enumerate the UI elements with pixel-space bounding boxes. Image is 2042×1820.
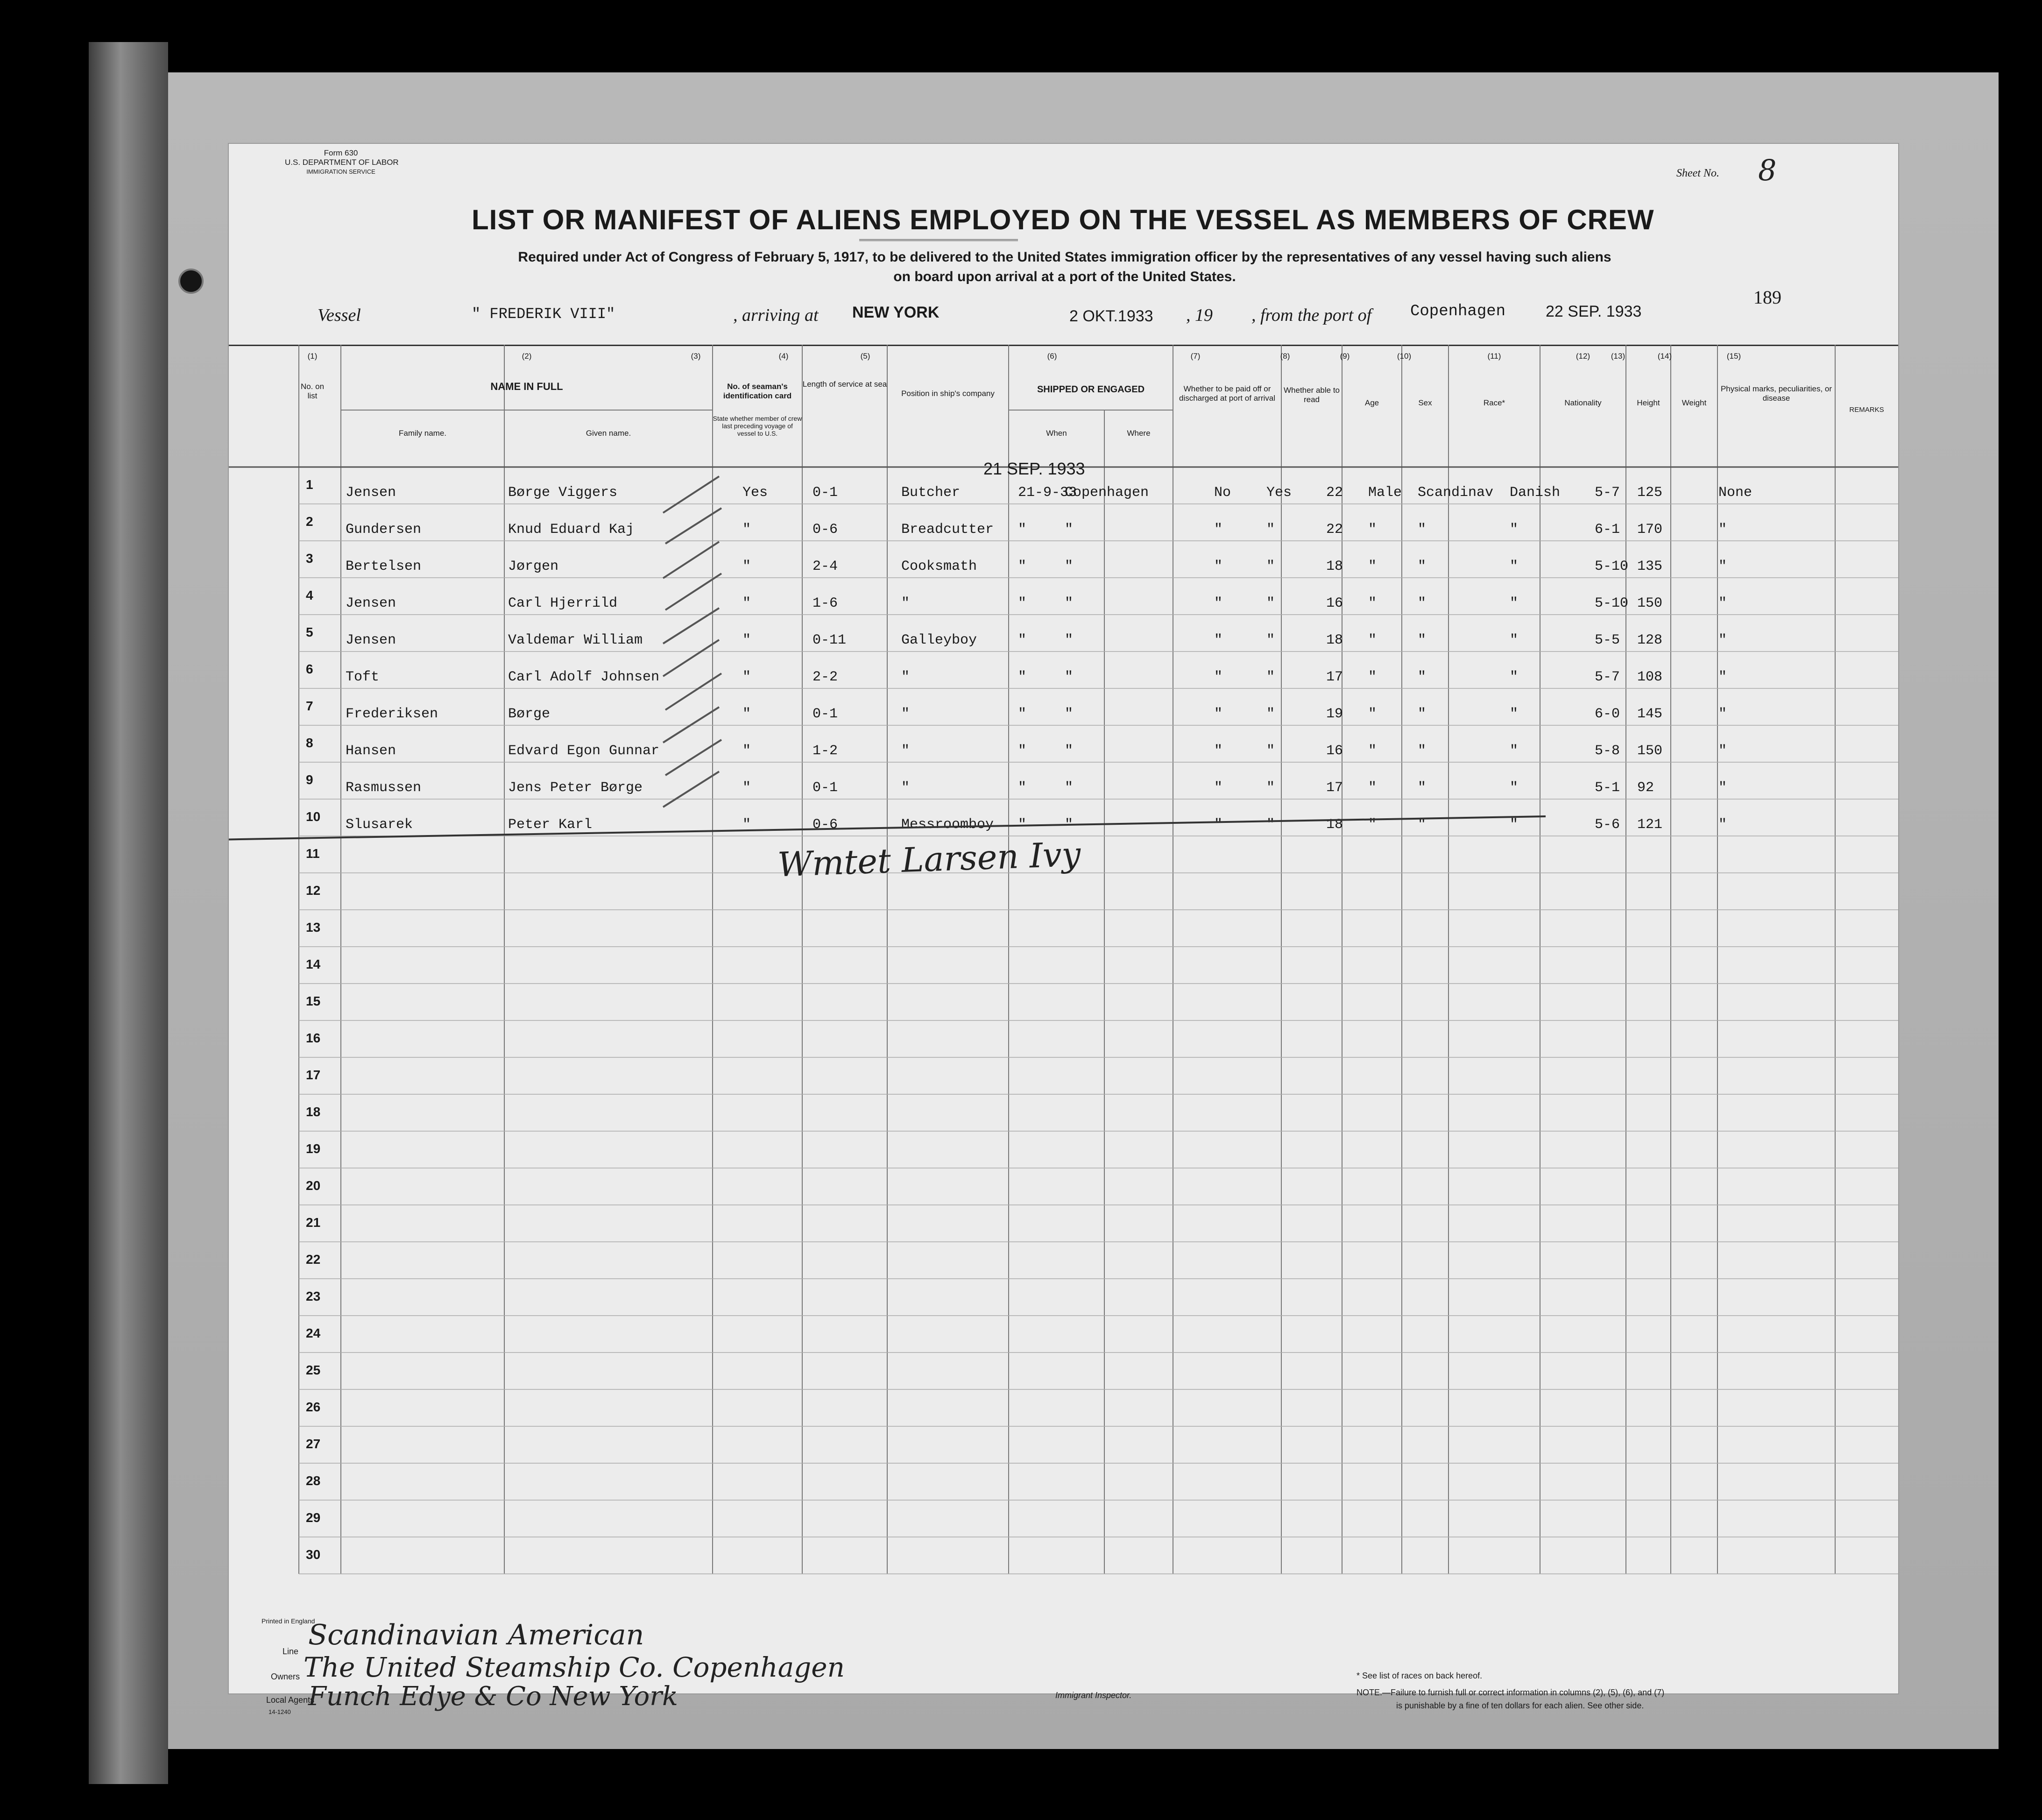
col-num-5: (5) xyxy=(860,352,870,361)
cell-position: " xyxy=(901,595,910,611)
cell-position: Butcher xyxy=(901,485,961,501)
cell-age: 18 xyxy=(1326,817,1343,833)
cell-height: 5-8 xyxy=(1595,743,1620,759)
cell-given: Peter Karl xyxy=(508,817,593,833)
cell-sex: " xyxy=(1368,559,1377,574)
row-number: 10 xyxy=(306,809,321,824)
sheet-number: 8 xyxy=(1758,153,1777,187)
cell-race: Scandinav xyxy=(1418,485,1494,501)
cell-when: " xyxy=(1018,780,1027,796)
cell-read: " xyxy=(1266,817,1275,833)
cell-marks: " xyxy=(1718,669,1727,685)
subtitle-line-1: Required under Act of Congress of February 5, 1917, to be delivered to the United States immigration officer by the representatives of any vessel having such aliens xyxy=(518,249,1611,265)
agents-label: Local Agents xyxy=(266,1695,315,1705)
form-dept: U.S. DEPARTMENT OF LABOR xyxy=(285,158,399,167)
arriving-port: NEW YORK xyxy=(852,304,940,321)
col-shipped: SHIPPED OR ENGAGED xyxy=(1037,384,1145,395)
col-num-2: (2) xyxy=(522,352,532,361)
row-number: 2 xyxy=(306,514,313,529)
cell-family: Bertelsen xyxy=(346,559,422,574)
cell-where: " xyxy=(1065,743,1074,759)
cell-card: " xyxy=(742,559,751,574)
cell-service: 2-4 xyxy=(813,559,838,574)
sheet-label: Sheet No. xyxy=(1676,167,1719,179)
departure-date: 22 SEP. 1933 xyxy=(1546,303,1642,320)
row-number: 28 xyxy=(306,1473,321,1488)
col-num-15: (15) xyxy=(1726,352,1741,361)
row-number: 16 xyxy=(306,1031,321,1045)
manifest-page xyxy=(228,143,1899,1715)
cell-height: 5-10 xyxy=(1595,595,1629,611)
cell-race: " xyxy=(1418,595,1427,611)
row-number: 5 xyxy=(306,625,313,639)
row-number: 15 xyxy=(306,994,321,1008)
cell-nationality: " xyxy=(1510,817,1519,833)
cell-nationality: " xyxy=(1510,595,1519,611)
cell-position: Messroomboy xyxy=(901,817,994,833)
col-race: Race* xyxy=(1483,398,1505,407)
cell-position: " xyxy=(901,743,910,759)
cell-paid-off: " xyxy=(1214,595,1223,611)
cell-when: " xyxy=(1018,632,1027,648)
cell-height: 5-5 xyxy=(1595,632,1620,648)
col-num-3: (3) xyxy=(691,352,701,361)
row-number: 17 xyxy=(306,1068,321,1082)
row-number: 29 xyxy=(306,1510,321,1525)
row-number: 30 xyxy=(306,1547,321,1562)
cell-family: Toft xyxy=(346,669,380,685)
cell-where: " xyxy=(1065,632,1074,648)
col-height: Height xyxy=(1637,398,1660,407)
cell-height: 6-1 xyxy=(1595,522,1620,538)
form-code: 14-1240 xyxy=(268,1708,291,1715)
manifest-title: LIST OR MANIFEST OF ALIENS EMPLOYED ON THE VESSEL AS MEMBERS OF CREW xyxy=(472,204,1654,235)
cell-age: 18 xyxy=(1326,632,1343,648)
cell-paid-off: " xyxy=(1214,559,1223,574)
col-name-in-full: NAME IN FULL xyxy=(490,381,563,392)
cell-race: " xyxy=(1418,706,1427,722)
col-num-9: (9) xyxy=(1340,352,1350,361)
cell-sex: " xyxy=(1368,595,1377,611)
cell-read: " xyxy=(1266,559,1275,574)
row-number: 1 xyxy=(306,477,313,492)
cell-paid-off: " xyxy=(1214,780,1223,796)
cell-position: Cooksmath xyxy=(901,559,977,574)
cell-marks: " xyxy=(1718,559,1727,574)
form-number: Form 630 xyxy=(324,149,358,157)
cell-nationality: " xyxy=(1510,706,1519,722)
row-number: 14 xyxy=(306,957,321,971)
col-num-7: (7) xyxy=(1190,352,1201,361)
cell-given: Børge xyxy=(508,706,551,722)
cell-nationality: " xyxy=(1510,522,1519,538)
engaged-stamp: 21 SEP. 1933 xyxy=(983,459,1085,478)
cell-read: " xyxy=(1266,632,1275,648)
row-number: 7 xyxy=(306,699,313,713)
cell-age: 19 xyxy=(1326,706,1343,722)
cell-card: " xyxy=(742,706,751,722)
owners-label: Owners xyxy=(271,1672,300,1681)
row-number: 3 xyxy=(306,551,313,566)
cell-family: Hansen xyxy=(346,743,396,759)
inspector-label: Immigrant Inspector. xyxy=(1055,1691,1132,1700)
cell-service: 1-2 xyxy=(813,743,838,759)
cell-where: " xyxy=(1065,595,1074,611)
cell-where: " xyxy=(1065,559,1074,574)
cell-age: 16 xyxy=(1326,743,1343,759)
cell-race: " xyxy=(1418,559,1427,574)
cell-given: Valdemar William xyxy=(508,632,643,648)
cell-marks: " xyxy=(1718,780,1727,796)
row-number: 4 xyxy=(306,588,313,602)
printed-note: Printed in England xyxy=(261,1617,315,1625)
cell-card: " xyxy=(742,632,751,648)
cell-given: Jens Peter Børge xyxy=(508,780,643,796)
cell-weight: 145 xyxy=(1637,706,1663,722)
line-label: Line xyxy=(283,1647,299,1656)
cell-height: 5-6 xyxy=(1595,817,1620,833)
cell-height: 6-0 xyxy=(1595,706,1620,722)
cell-service: 1-6 xyxy=(813,595,838,611)
cell-position: " xyxy=(901,669,910,685)
cell-paid-off: No xyxy=(1214,485,1231,501)
cell-card: " xyxy=(742,522,751,538)
cell-age: 18 xyxy=(1326,559,1343,574)
cell-height: 5-7 xyxy=(1595,485,1620,501)
cell-weight: 150 xyxy=(1637,743,1663,759)
vessel-name: " FREDERIK VIII" xyxy=(472,305,615,323)
col-length-service: Length of service at sea xyxy=(802,380,887,389)
cell-when: " xyxy=(1018,522,1027,538)
cell-given: Jørgen xyxy=(508,559,559,574)
cell-sex: " xyxy=(1368,632,1377,648)
cell-family: Rasmussen xyxy=(346,780,422,796)
cell-card: " xyxy=(742,743,751,759)
row-number: 25 xyxy=(306,1363,321,1377)
cell-paid-off: " xyxy=(1214,669,1223,685)
agents-signature: Funch Edye & Co New York xyxy=(308,1681,678,1712)
col-num-8: (8) xyxy=(1280,352,1290,361)
cell-service: 0-1 xyxy=(813,485,838,501)
cell-race: " xyxy=(1418,743,1427,759)
col-seaman-note: State whether member of crew last preceding voyage of vessel to U.S. xyxy=(713,415,802,437)
cell-where: " xyxy=(1065,706,1074,722)
cell-nationality: " xyxy=(1510,780,1519,796)
cell-when: " xyxy=(1018,669,1027,685)
cell-sex: " xyxy=(1368,743,1377,759)
arriving-label: , arriving at xyxy=(733,305,819,325)
col-num-10: (10) xyxy=(1397,352,1412,361)
cell-service: 0-6 xyxy=(813,817,838,833)
cell-nationality: " xyxy=(1510,669,1519,685)
subtitle-line-2: on board upon arrival at a port of the United States. xyxy=(893,269,1236,284)
cell-paid-off: " xyxy=(1214,817,1223,833)
col-nationality: Nationality xyxy=(1564,398,1602,407)
vessel-label: Vessel xyxy=(318,305,361,325)
cell-service: 2-2 xyxy=(813,669,838,685)
col-seaman-card: No. of seaman's identification card xyxy=(723,382,792,400)
row-number: 12 xyxy=(306,883,321,898)
line-signature: Scandinavian American xyxy=(308,1619,644,1651)
cell-weight: 150 xyxy=(1637,595,1663,611)
cell-family: Jensen xyxy=(346,632,396,648)
cell-sex: " xyxy=(1368,780,1377,796)
row-number: 27 xyxy=(306,1437,321,1451)
row-number: 20 xyxy=(306,1178,321,1193)
from-port: Copenhagen xyxy=(1410,303,1506,320)
cell-read: " xyxy=(1266,595,1275,611)
cell-weight: 135 xyxy=(1637,559,1663,574)
cell-sex: " xyxy=(1368,522,1377,538)
form-service: IMMIGRATION SERVICE xyxy=(306,168,375,175)
cell-paid-off: " xyxy=(1214,706,1223,722)
end-of-list-rule xyxy=(229,816,1546,840)
row-number: 18 xyxy=(306,1105,321,1119)
cell-read: Yes xyxy=(1266,485,1292,501)
col-paid-off: Whether to be paid off or discharged at port of arrival xyxy=(1179,384,1275,403)
cell-card: " xyxy=(742,669,751,685)
cell-service: 0-1 xyxy=(813,780,838,796)
cell-read: " xyxy=(1266,522,1275,538)
cell-weight: 108 xyxy=(1637,669,1663,685)
cell-marks: " xyxy=(1718,743,1727,759)
owners-signature: The United Steamship Co. Copenhagen xyxy=(304,1651,845,1683)
cell-position: Galleyboy xyxy=(901,632,977,648)
cell-nationality: " xyxy=(1510,559,1519,574)
col-physical: Physical marks, peculiarities, or disease xyxy=(1720,384,1832,403)
cell-family: Slusarek xyxy=(346,817,413,833)
cell-service: 0-1 xyxy=(813,706,838,722)
cell-where: Copenhagen xyxy=(1065,485,1149,501)
cell-marks: " xyxy=(1718,522,1727,538)
cell-when: 21-9-33 xyxy=(1018,485,1077,501)
cell-sex: " xyxy=(1368,817,1377,833)
cell-sex: " xyxy=(1368,669,1377,685)
col-num-12: (12) xyxy=(1576,352,1590,361)
col-no-on-list: No. on list xyxy=(300,382,325,400)
row-number: 13 xyxy=(306,920,321,935)
page-number: 189 xyxy=(1753,287,1781,308)
cell-family: Jensen xyxy=(346,595,396,611)
cell-weight: 121 xyxy=(1637,817,1663,833)
cell-when: " xyxy=(1018,595,1027,611)
col-where: Where xyxy=(1127,429,1151,438)
row-number: 21 xyxy=(306,1215,321,1230)
cell-race: " xyxy=(1418,522,1427,538)
cell-age: 17 xyxy=(1326,780,1343,796)
row-number: 23 xyxy=(306,1289,321,1303)
cell-position: " xyxy=(901,780,910,796)
row-number: 8 xyxy=(306,736,313,750)
col-able-read: Whether able to read xyxy=(1283,386,1340,404)
cell-card: " xyxy=(742,595,751,611)
col-remarks: REMARKS xyxy=(1849,406,1884,414)
col-num-6: (6) xyxy=(1047,352,1057,361)
cell-weight: 128 xyxy=(1637,632,1663,648)
cell-nationality: " xyxy=(1510,632,1519,648)
cell-family: Frederiksen xyxy=(346,706,438,722)
cell-weight: 92 xyxy=(1637,780,1654,796)
cell-position: " xyxy=(901,706,910,722)
row-number: 26 xyxy=(306,1400,321,1414)
cell-service: 0-6 xyxy=(813,522,838,538)
cell-marks: None xyxy=(1718,485,1752,501)
punch-hole xyxy=(178,269,204,294)
cell-race: " xyxy=(1418,632,1427,648)
row-number: 19 xyxy=(306,1141,321,1156)
cell-race: " xyxy=(1418,669,1427,685)
cell-race: " xyxy=(1418,780,1427,796)
cell-when: " xyxy=(1018,743,1027,759)
row-number: 24 xyxy=(306,1326,321,1340)
cell-race: " xyxy=(1418,817,1427,833)
cell-age: 22 xyxy=(1326,485,1343,501)
cell-card: " xyxy=(742,780,751,796)
col-family-name: Family name. xyxy=(398,429,447,438)
binder-spine xyxy=(89,42,168,1784)
col-num-14: (14) xyxy=(1657,352,1672,361)
cell-age: 16 xyxy=(1326,595,1343,611)
cell-age: 17 xyxy=(1326,669,1343,685)
cell-sex: " xyxy=(1368,706,1377,722)
cell-marks: " xyxy=(1718,595,1727,611)
cell-paid-off: " xyxy=(1214,522,1223,538)
cell-family: Gundersen xyxy=(346,522,422,538)
cell-age: 22 xyxy=(1326,522,1343,538)
col-num-1: (1) xyxy=(307,352,318,361)
cell-paid-off: " xyxy=(1214,743,1223,759)
cell-read: " xyxy=(1266,706,1275,722)
cell-given: Edvard Egon Gunnar xyxy=(508,743,660,759)
cell-given: Carl Hjerrild xyxy=(508,595,618,611)
cell-sex: Male xyxy=(1368,485,1402,501)
fine-note-1: NOTE.—Failure to furnish full or correct information in columns (2), (5), (6), and (7) xyxy=(1357,1688,1665,1697)
col-given-name: Given name. xyxy=(586,429,631,438)
cell-given: Knud Eduard Kaj xyxy=(508,522,635,538)
cell-height: 5-10 xyxy=(1595,559,1629,574)
cell-where: " xyxy=(1065,522,1074,538)
from-label: , from the port of xyxy=(1251,305,1372,325)
cell-read: " xyxy=(1266,780,1275,796)
col-weight: Weight xyxy=(1682,398,1707,407)
cell-card: Yes xyxy=(742,485,768,501)
cell-given: Børge Viggers xyxy=(508,485,618,501)
col-age: Age xyxy=(1364,398,1379,407)
cell-height: 5-1 xyxy=(1595,780,1620,796)
cell-card: " xyxy=(742,817,751,833)
cell-service: 0-11 xyxy=(813,632,847,648)
year-label: , 19 xyxy=(1186,305,1213,325)
arrival-date: 2 OKT.1933 xyxy=(1069,307,1153,325)
cell-marks: " xyxy=(1718,817,1727,833)
row-number: 22 xyxy=(306,1252,321,1267)
cell-marks: " xyxy=(1718,632,1727,648)
cell-read: " xyxy=(1266,743,1275,759)
cell-given: Carl Adolf Johnsen xyxy=(508,669,660,685)
row-number: 9 xyxy=(306,772,313,787)
cell-family: Jensen xyxy=(346,485,396,501)
cell-read: " xyxy=(1266,669,1275,685)
cell-paid-off: " xyxy=(1214,632,1223,648)
col-when: When xyxy=(1046,429,1067,438)
col-position: Position in ship's company xyxy=(901,389,995,398)
cell-height: 5-7 xyxy=(1595,669,1620,685)
cell-where: " xyxy=(1065,669,1074,685)
cell-where: " xyxy=(1065,780,1074,796)
col-num-11: (11) xyxy=(1487,352,1501,361)
inspector-signature: Wmtet Larsen Ivy xyxy=(777,834,1081,885)
cell-weight: 170 xyxy=(1637,522,1663,538)
cell-nationality: Danish xyxy=(1510,485,1561,501)
cell-nationality: " xyxy=(1510,743,1519,759)
cell-when: " xyxy=(1018,559,1027,574)
cell-when: " xyxy=(1018,706,1027,722)
row-number: 11 xyxy=(306,846,320,861)
races-note: * See list of races on back hereof. xyxy=(1357,1671,1483,1680)
annotation-marks xyxy=(229,144,1898,938)
col-num-4: (4) xyxy=(778,352,789,361)
row-number: 6 xyxy=(306,662,313,676)
col-num-13: (13) xyxy=(1611,352,1625,361)
cell-weight: 125 xyxy=(1637,485,1663,501)
fine-note-2: is punishable by a fine of ten dollars for each alien. See other side. xyxy=(1396,1701,1644,1710)
col-sex: Sex xyxy=(1418,398,1432,407)
cell-marks: " xyxy=(1718,706,1727,722)
check-marks xyxy=(663,476,721,807)
cell-position: Breadcutter xyxy=(901,522,994,538)
